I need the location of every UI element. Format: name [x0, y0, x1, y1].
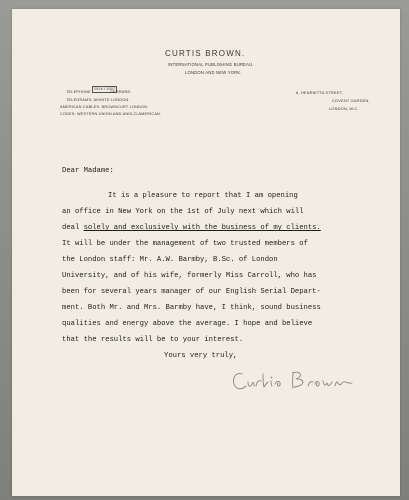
- letterhead-address-area: COVENT GARDEN,: [332, 98, 370, 103]
- handwritten-signature: [230, 364, 380, 400]
- letter-line: It is a pleasure to report that I am opening: [108, 192, 298, 200]
- letter-line: the London staff: Mr. A.W. Barmby, B.Sc. of London: [62, 256, 278, 264]
- letterhead-company: CURTIS BROWN.: [165, 49, 246, 58]
- letter-line: qualities and energy above the average. I hope and believe: [62, 320, 313, 328]
- letter-line-start: deal: [62, 224, 84, 232]
- letter-sheet: [12, 9, 400, 496]
- letter-line-with-emphasis: [62, 224, 321, 232]
- letterhead-telegrams: TELEGRAMS: AKINITE LONDON.: [66, 98, 130, 102]
- letter-line: that the results will be to your interest.: [62, 336, 244, 344]
- letterhead-address-street: 6, HENRIETTA STREET,: [296, 90, 343, 95]
- letter-line: It will be under the management of two trusted members of: [62, 240, 308, 248]
- letterhead-cities: LONDON AND NEW YORK.: [185, 70, 242, 75]
- letter-salutation: Dear Madame:: [62, 167, 114, 175]
- letter-line: an office in New York on the 1st of July next which will: [62, 208, 304, 216]
- letterhead-address-city: LONDON, W.C.: [329, 106, 359, 111]
- letterhead-american-cables: AMERICAN CABLES: BROWNCURT LONDON.: [60, 105, 149, 109]
- letter-line: University, and of his wife, formerly Miss Carroll, who has: [62, 272, 317, 280]
- letter-line: ment. Both Mr. and Mrs. Barmby have, I think, sound business: [62, 304, 321, 312]
- letterhead-codes: CODES: WESTERN UNION AND ANGLO-AMERICAN.: [60, 112, 162, 116]
- letterhead-telephone-exchange: GERRARD.: [110, 90, 132, 94]
- letter-closing: Yours very truly,: [164, 352, 238, 360]
- letterhead-subtitle: INTERNATIONAL PUBLISHING BUREAU.: [168, 62, 254, 67]
- letterhead-telephone-numbers: 2918 / 3007: [94, 87, 116, 91]
- letterhead-telephone-label: TELEPHONE: [66, 90, 91, 94]
- letter-line: been for several years manager of our English Serial Depart-: [62, 288, 321, 296]
- underlined-phrase: solely and exclusively with the business of my clients.: [83, 224, 321, 232]
